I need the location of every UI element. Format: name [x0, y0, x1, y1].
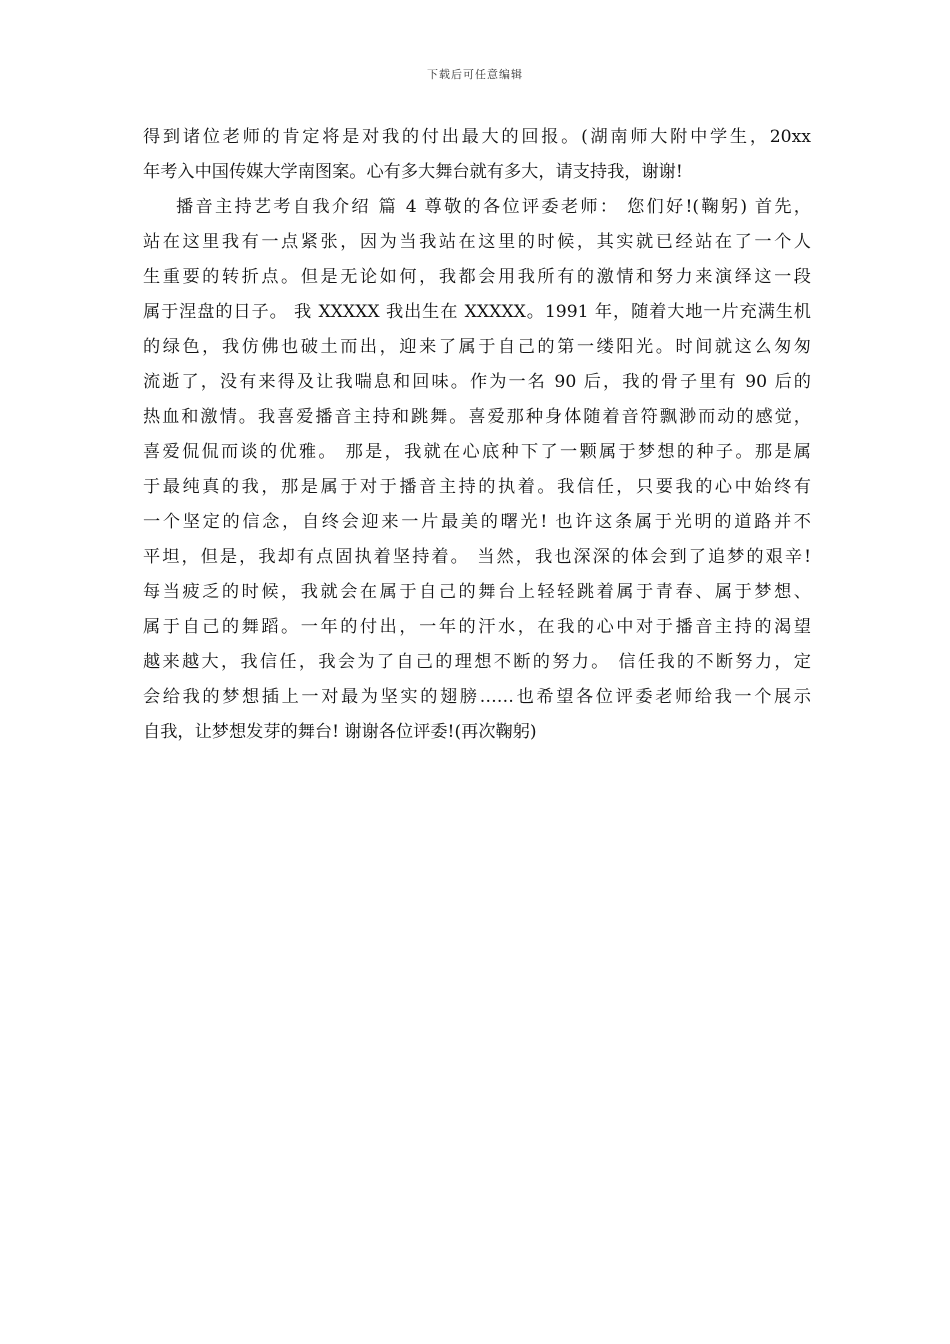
text-line: 站在这里我有一点紧张，因为当我站在这里的时候，其实就已经站在了一个人	[143, 232, 811, 252]
text-line: 热血和激情。我喜爱播音主持和跳舞。喜爱那种身体随着音符飘渺而动的感觉，	[143, 407, 811, 427]
text-line: 播音主持艺考自我介绍 篇 4 尊敬的各位评委老师： 您们好!(鞠躬) 首先，	[176, 197, 811, 217]
text-line: 年考入中国传媒大学南图案。心有多大舞台就有多大，请支持我，谢谢!	[143, 162, 683, 182]
text-line: 属于涅盘的日子。 我 XXXXX 我出生在 XXXXX。1991 年，随着大地一片充满生机	[143, 302, 811, 322]
text-line: 流逝了，没有来得及让我喘息和回味。作为一名 90 后，我的骨子里有 90 后的	[143, 372, 811, 392]
text-line: 越来越大，我信任，我会为了自己的理想不断的努力。 信任我的不断努力，定	[143, 652, 811, 672]
text-line: 一个坚定的信念，自终会迎来一片最美的曙光! 也许这条属于光明的道路并不	[143, 512, 811, 532]
text-line: 自我，让梦想发芽的舞台! 谢谢各位评委!(再次鞠躬)	[143, 722, 537, 742]
text-line: 得到诸位老师的肯定将是对我的付出最大的回报。(湖南师大附中学生，20xx	[143, 127, 811, 147]
text-line: 平坦，但是，我却有点固执着坚持着。 当然，我也深深的体会到了追梦的艰辛!	[143, 547, 811, 567]
document-body	[143, 120, 811, 750]
text-line: 于最纯真的我，那是属于对于播音主持的执着。我信任，只要我的心中始终有	[143, 477, 811, 497]
text-line: 喜爱侃侃而谈的优雅。 那是，我就在心底种下了一颗属于梦想的种子。那是属	[143, 442, 811, 462]
text-line: 会给我的梦想插上一对最为坚实的翅膀……也希望各位评委老师给我一个展示	[143, 687, 811, 707]
text-line: 属于自己的舞蹈。一年的付出，一年的汗水，在我的心中对于播音主持的渴望	[143, 617, 811, 637]
page-header-note: 下载后可任意编辑	[427, 68, 523, 81]
text-line: 的绿色，我仿佛也破土而出，迎来了属于自己的第一缕阳光。时间就这么匆匆	[143, 337, 811, 357]
text-line: 每当疲乏的时候，我就会在属于自己的舞台上轻轻跳着属于青春、属于梦想、	[143, 582, 811, 602]
text-line: 生重要的转折点。但是无论如何，我都会用我所有的激情和努力来演绎这一段	[143, 267, 811, 287]
